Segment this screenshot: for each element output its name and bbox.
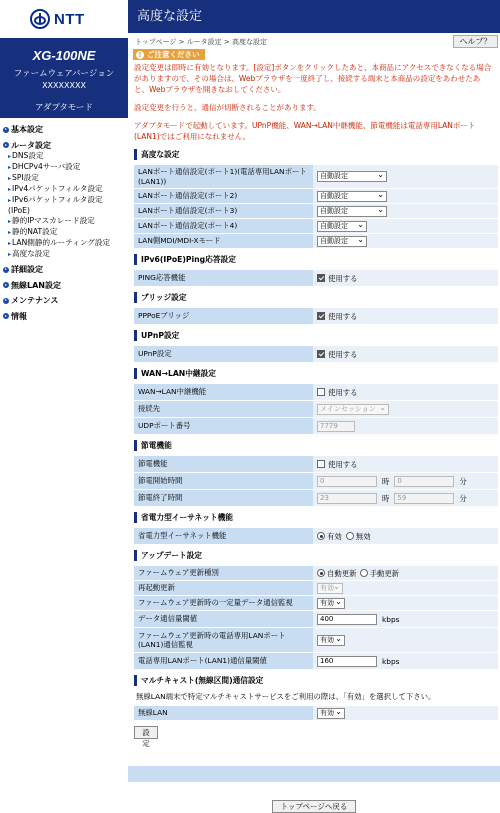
nav-maintenance[interactable]: メンテナンス bbox=[0, 295, 128, 307]
triangle-bullet-icon: ▸ bbox=[8, 153, 12, 160]
triangle-bullet-icon: ▸ bbox=[8, 218, 12, 225]
firmware-version: XXXXXXXX bbox=[42, 81, 86, 90]
end-hour-input[interactable]: 23 bbox=[317, 493, 377, 504]
section-title: UPnP設定 bbox=[134, 330, 498, 341]
help-button[interactable]: ヘルプ？ bbox=[453, 35, 498, 48]
start-minute-input[interactable]: 0 bbox=[394, 476, 454, 487]
table-row: 接続先 メインセッション ⌄ bbox=[134, 400, 498, 417]
table-row: LANポート通信設定(ポート4) 自動設定 ⌄ bbox=[134, 218, 498, 233]
data-threshold-input[interactable]: 400 bbox=[317, 614, 377, 625]
table-row: 省電力型イーサネット機能 有効 無効 bbox=[134, 527, 498, 544]
exclamation-icon: ! bbox=[136, 51, 144, 59]
pppoe-bridge-checkbox[interactable] bbox=[317, 312, 325, 320]
nav-advanced[interactable]: ▸高度な設定 bbox=[8, 249, 50, 258]
manual-update-radio[interactable] bbox=[360, 569, 368, 577]
table-row: UDPポート番号 7779 bbox=[134, 417, 498, 434]
table-row: UPnP設定 使用する bbox=[134, 345, 498, 362]
power-section bbox=[134, 440, 498, 506]
nav-ipv4-filter[interactable]: ▸IPv4パケットフィルタ設定 bbox=[8, 184, 103, 193]
power-save-checkbox[interactable] bbox=[317, 460, 325, 468]
main-content bbox=[128, 0, 500, 813]
section-title: 高度な設定 bbox=[134, 149, 498, 160]
wan-lan-section bbox=[134, 368, 498, 434]
nav-lan-routing[interactable]: ▸LAN側静的ルーティング設定 bbox=[8, 238, 111, 247]
eco-enable-radio[interactable] bbox=[317, 532, 325, 540]
start-hour-input[interactable]: 0 bbox=[317, 476, 377, 487]
update-section bbox=[134, 550, 498, 669]
triangle-bullet-icon: ▸ bbox=[8, 251, 12, 258]
nav-spi[interactable]: ▸SPI設定 bbox=[8, 173, 39, 182]
ipv6-ping-section bbox=[134, 254, 498, 286]
device-info bbox=[0, 38, 128, 118]
table-row: LAN側MDI/MDI-Xモード 自動設定 ⌄ bbox=[134, 233, 498, 248]
table-row: ファームウェア更新時の電話専用LANポート(LAN1)通信監視 有効 ⌄ bbox=[134, 627, 498, 652]
triangle-bullet-icon: ▸ bbox=[8, 175, 12, 182]
section-title: IPv6(IPoE)Ping応答設定 bbox=[134, 254, 498, 265]
nav-ipv6-filter-cont[interactable]: (IPoE) bbox=[8, 206, 30, 215]
arrow-circle-icon bbox=[3, 127, 9, 133]
triangle-bullet-icon: ▸ bbox=[8, 197, 12, 204]
footer-bar bbox=[128, 766, 500, 782]
eco-disable-radio[interactable] bbox=[346, 532, 354, 540]
wlan-multicast-select[interactable]: 有効 ⌄ bbox=[317, 708, 345, 719]
table-row: WAN→LAN中継機能 使用する bbox=[134, 383, 498, 400]
sidebar bbox=[0, 0, 128, 805]
notice-text: 設定変更は即時に有効となります。[設定]ボタンをクリックしたあと、本商品にアクセスできなくなる場合がありますので、その場合は、Webブラウザを一度終了し、接続する端末と本商品の設定をあわせたあと、Webブラウザを開きなおしてください。 設定変更を行うと、通信が切断されることがあります。 アダプタモードで起動しています。UPnP機能、WAN→LAN中継機能、節電機能は電話専用LANポート(LAN1)ではご利用になれません。 bbox=[134, 63, 492, 141]
firmware-label: ファームウェアバージョン bbox=[13, 69, 115, 79]
lan1-threshold-input[interactable]: 160 bbox=[317, 656, 377, 667]
side-nav bbox=[0, 118, 128, 322]
nav-router[interactable]: ルータ設定 bbox=[0, 140, 128, 152]
nav-dns[interactable]: ▸DNS設定 bbox=[8, 151, 44, 160]
triangle-bullet-icon: ▸ bbox=[8, 164, 12, 171]
arrow-circle-icon bbox=[3, 298, 9, 304]
logo-text: NTT bbox=[54, 10, 85, 28]
nav-static-nat[interactable]: ▸静的NAT設定 bbox=[8, 227, 58, 236]
lan-port4-select[interactable]: 自動設定 ⌄ bbox=[317, 221, 367, 232]
lan-port3-select[interactable]: 自動設定 ⌄ bbox=[317, 206, 387, 217]
notice-label: ! ご注意ください bbox=[133, 49, 205, 60]
nav-wlan[interactable]: 無線LAN設定 bbox=[0, 280, 128, 292]
table-row: PING応答機能 使用する bbox=[134, 269, 498, 286]
ntt-logo[interactable] bbox=[0, 0, 128, 38]
arrow-circle-icon bbox=[3, 282, 9, 288]
lan1-monitor-select[interactable]: 有効 ⌄ bbox=[317, 635, 345, 646]
breadcrumb: トップページ > ルータ設定 > 高度な設定 bbox=[135, 37, 268, 46]
arrow-circle-icon bbox=[3, 313, 9, 319]
table-row: LANポート通信設定(ポート3) 自動設定 ⌄ bbox=[134, 203, 498, 218]
auto-update-radio[interactable] bbox=[317, 569, 325, 577]
back-to-top-button[interactable]: トップページへ戻る bbox=[272, 800, 356, 813]
table-row: LANポート通信設定(ポート1)(電話専用LANポート(LAN1)) 自動設定 ⌄ bbox=[134, 164, 498, 188]
triangle-bullet-icon: ▸ bbox=[8, 186, 12, 193]
section-title: アップデート設定 bbox=[134, 550, 498, 561]
udp-port-input[interactable]: 7779 bbox=[317, 421, 355, 432]
nav-detail[interactable]: 詳細設定 bbox=[0, 264, 128, 276]
eco-ethernet-section bbox=[134, 512, 498, 544]
table-row: 再起動更新 有効 ⌄ bbox=[134, 580, 498, 595]
end-minute-input[interactable]: 59 bbox=[394, 493, 454, 504]
advanced-section bbox=[134, 149, 498, 248]
section-title: 省電力型イーサネット機能 bbox=[134, 512, 498, 523]
multicast-description: 無線LAN端末で特定マルチキャストサービスをご利用の際は、「有効」を選択して下さい。 bbox=[136, 692, 436, 701]
table-row: PPPoEブリッジ 使用する bbox=[134, 307, 498, 324]
lan-port2-select[interactable]: 自動設定 ⌄ bbox=[317, 191, 387, 202]
ntt-logo-icon bbox=[30, 9, 50, 29]
set-button[interactable]: 設定 bbox=[134, 726, 158, 739]
relay-destination-select[interactable]: メインセッション ⌄ bbox=[317, 404, 389, 415]
section-title: ブリッジ設定 bbox=[134, 292, 498, 303]
section-title: WAN→LAN中継設定 bbox=[134, 368, 498, 379]
table-row: 節電機能 使用する bbox=[134, 455, 498, 472]
nav-info[interactable]: 情報 bbox=[0, 311, 128, 323]
table-row: LANポート通信設定(ポート2) 自動設定 ⌄ bbox=[134, 188, 498, 203]
table-row: データ通信量閾値 400 kbps bbox=[134, 610, 498, 627]
multicast-section bbox=[134, 675, 498, 748]
arrow-circle-icon bbox=[3, 267, 9, 273]
lan-port1-select[interactable]: 自動設定 ⌄ bbox=[317, 171, 387, 182]
nav-basic[interactable]: 基本設定 bbox=[0, 124, 128, 136]
table-row: ファームウェア更新時の一定量データ通信監視 有効 ⌄ bbox=[134, 595, 498, 610]
table-row: 節電終了時間 23 時 59 分 bbox=[134, 489, 498, 506]
restart-update-select[interactable]: 有効 ⌄ bbox=[317, 583, 343, 594]
table-row: 電話専用LANポート(LAN1)通信量閾値 160 kbps bbox=[134, 652, 498, 669]
nav-static-masq[interactable]: ▸静的IPマスカレード設定 bbox=[8, 216, 95, 225]
upnp-checkbox[interactable] bbox=[317, 350, 325, 358]
table-row: 節電開始時間 0 時 0 分 bbox=[134, 472, 498, 489]
nav-dhcpv4[interactable]: ▸DHCPv4サーバ設定 bbox=[8, 162, 81, 171]
section-title: マルチキャスト(無線区間)通信設定 bbox=[134, 675, 498, 686]
page-title: 高度な設定 bbox=[128, 0, 500, 33]
triangle-bullet-icon: ▸ bbox=[8, 229, 12, 236]
data-monitor-select[interactable]: 有効 ⌄ bbox=[317, 598, 345, 609]
wan-lan-relay-checkbox[interactable] bbox=[317, 388, 325, 396]
arrow-circle-icon bbox=[3, 142, 9, 148]
triangle-bullet-icon: ▸ bbox=[8, 240, 12, 247]
mdi-mode-select[interactable]: 自動設定 ⌄ bbox=[317, 236, 367, 247]
section-title: 節電機能 bbox=[134, 440, 498, 451]
upnp-section bbox=[134, 330, 498, 362]
operation-mode: アダプタモード bbox=[35, 103, 93, 113]
model-name: XG-100NE bbox=[32, 48, 96, 63]
bridge-section bbox=[134, 292, 498, 324]
table-row: ファームウェア更新種別 自動更新 手動更新 bbox=[134, 565, 498, 580]
table-row: 無線LAN 有効 ⌄ bbox=[134, 705, 498, 720]
ping-response-checkbox[interactable] bbox=[317, 274, 325, 282]
nav-ipv6-filter[interactable]: ▸IPv6パケットフィルタ設定 bbox=[8, 195, 103, 204]
